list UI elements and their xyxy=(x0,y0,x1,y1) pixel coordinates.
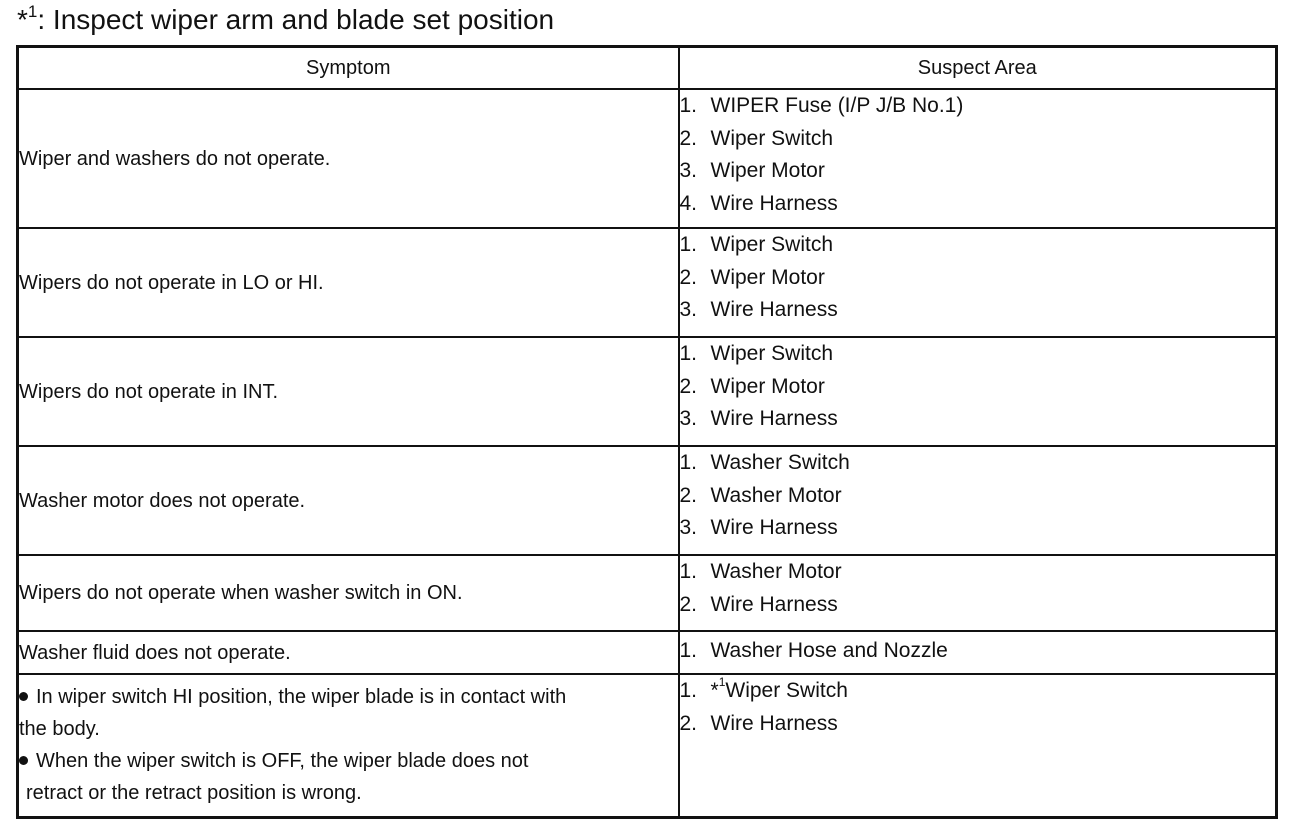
list-item: 2. Wiper Motor xyxy=(679,374,825,398)
table-row xyxy=(18,89,1277,228)
list-item: 2. Wiper Motor xyxy=(679,265,825,289)
symptom-cell: Wipers do not operate in LO or HI. xyxy=(18,228,679,337)
suspect-area-list xyxy=(680,229,1276,327)
suspect-area-list xyxy=(680,90,1276,220)
list-item: 4. Wire Harness xyxy=(679,191,838,215)
list-item: 1. Washer Motor xyxy=(679,560,842,583)
list-item: 3. Wire Harness xyxy=(679,516,838,539)
suspect-area-cell xyxy=(679,228,1277,337)
bullet-icon xyxy=(19,692,28,701)
suspect-area-cell xyxy=(679,337,1277,446)
list-item: 1. Washer Hose and Nozzle xyxy=(679,639,948,662)
table-row xyxy=(18,674,1277,817)
table-row xyxy=(18,228,1277,337)
table-row xyxy=(18,555,1277,631)
list-item: 3. Wire Harness xyxy=(679,298,838,321)
title-prefix: * xyxy=(17,4,28,35)
symptom-header: Symptom xyxy=(18,47,679,90)
suspect-area-list xyxy=(680,635,1276,668)
table-row xyxy=(18,337,1277,446)
suspect-area-cell xyxy=(679,631,1277,674)
symptom-bullet-continuation: the body. xyxy=(19,718,100,740)
troubleshooting-table xyxy=(16,45,1278,819)
list-item: 2. Washer Motor xyxy=(679,483,842,507)
list-item: 2. Wire Harness xyxy=(679,592,838,616)
footnote-marker: 1 xyxy=(27,1,38,21)
title-text: : Inspect wiper arm and blade set position xyxy=(37,4,555,35)
suspect-area-list xyxy=(680,447,1276,545)
list-item: 1. *$^1$Wiper Switch xyxy=(679,675,848,702)
symptom-bullet: In wiper switch HI position, the wiper blade is in contact with xyxy=(19,681,678,713)
suspect-area-cell xyxy=(679,555,1277,631)
suspect-area-cell xyxy=(679,89,1277,228)
header-row xyxy=(18,47,1277,90)
symptom-cell: Wiper and washers do not operate. xyxy=(18,89,679,228)
list-item: 1. Wiper Switch xyxy=(679,233,834,256)
symptom-cell: Wipers do not operate in INT. xyxy=(18,337,679,446)
list-item: 3. Wire Harness xyxy=(679,407,838,430)
list-item: 1. Washer Switch xyxy=(679,451,850,474)
list-item: 1. WIPER Fuse (I/P J/B No.1) xyxy=(679,94,964,117)
list-item: 2. Wire Harness xyxy=(679,711,838,735)
list-item: 1. Wiper Switch xyxy=(679,342,834,365)
suspect-area-list xyxy=(680,338,1276,436)
symptom-bullet-continuation: retract or the retract position is wrong. xyxy=(26,782,362,804)
symptom-bullet: When the wiper switch is OFF, the wiper blade does not xyxy=(19,745,678,777)
table-row xyxy=(18,446,1277,555)
list-item: 3. Wiper Motor xyxy=(679,159,825,182)
suspect-area-cell xyxy=(679,446,1277,555)
table-row xyxy=(18,631,1277,674)
suspect-area-cell xyxy=(679,674,1277,817)
list-item: 2. Wiper Switch xyxy=(679,126,834,150)
footnote-marker: 1 xyxy=(718,675,726,689)
bullet-icon xyxy=(19,756,28,765)
suspect-area-list xyxy=(680,556,1276,621)
symptom-cell: Wipers do not operate when washer switch in ON. xyxy=(18,555,679,631)
page-title xyxy=(17,2,554,38)
symptom-cell: Washer motor does not operate. xyxy=(18,446,679,555)
footnote-prefix: * xyxy=(710,679,719,702)
symptom-cell xyxy=(18,674,679,817)
symptom-cell: Washer fluid does not operate. xyxy=(18,631,679,674)
suspect-area-list xyxy=(680,675,1276,740)
suspect-area-header: Suspect Area xyxy=(679,47,1277,90)
